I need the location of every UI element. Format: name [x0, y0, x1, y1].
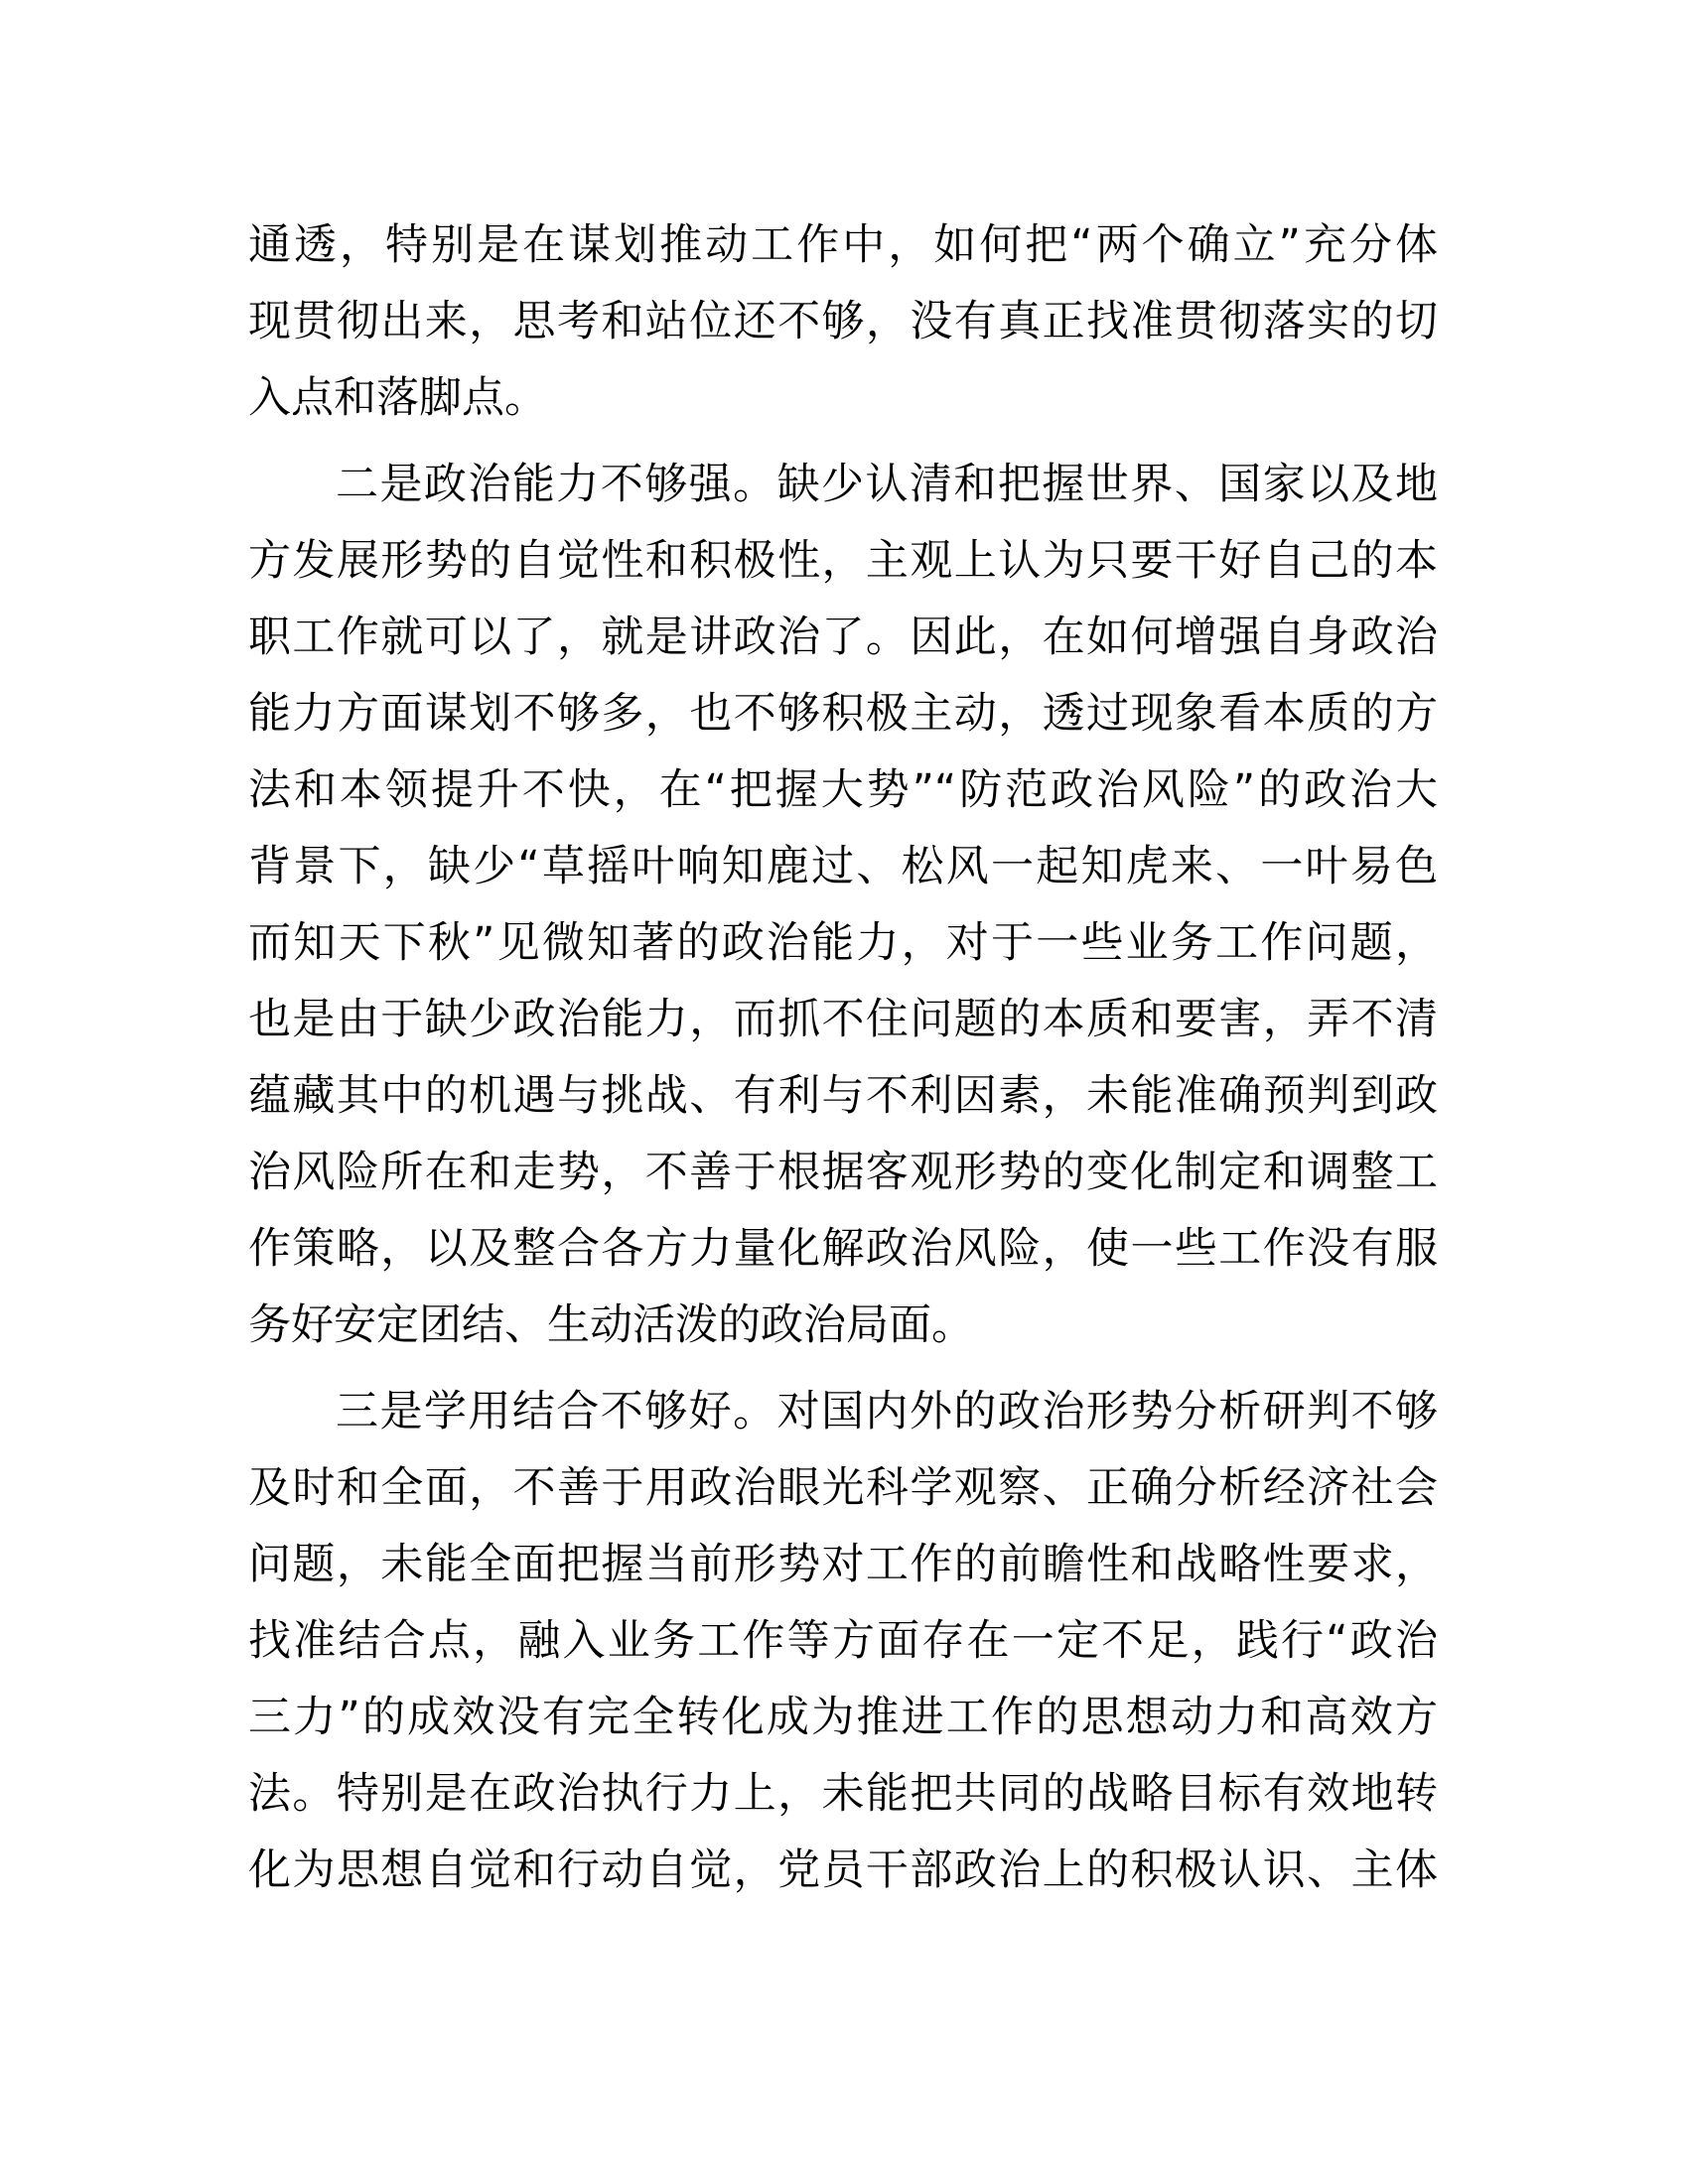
text-line: 蕴藏其中的机遇与挑战、有利与不利因素，未能准确预判到政: [248, 1071, 1438, 1121]
paragraph-2: [248, 447, 1438, 1364]
text-line: 务好安定团结、生动活泼的政治局面。: [248, 1300, 974, 1350]
text-line: 治风险所在和走势，不善于根据客观形势的变化制定和调整工: [248, 1148, 1438, 1197]
text-line: 及时和全面，不善于用政治眼光科学观察、正确分析经济社会: [248, 1463, 1438, 1513]
text-line: 二是政治能力不够强。缺少认清和把握世界、国家以及地: [336, 460, 1438, 509]
paragraph-3: [248, 1374, 1438, 1909]
text-line: 方发展形势的自觉性和积极性，主观上认为只要干好自己的本: [248, 536, 1438, 586]
text-line: 也是由于缺少政治能力，而抓不住问题的本质和要害，弄不清: [248, 995, 1438, 1044]
text-line: 能力方面谋划不够多，也不够积极主动，透过现象看本质的方: [248, 689, 1438, 739]
body-text: [248, 207, 1438, 1909]
text-line: 三力”的成效没有完全转化成为推进工作的思想动力和高效方: [248, 1693, 1438, 1742]
text-line: 通透，特别是在谋划推动工作中，如何把“两个确立”充分体: [248, 220, 1438, 270]
text-line: 问题，未能全面把握当前形势对工作的前瞻性和战略性要求，: [248, 1540, 1438, 1589]
text-line: 现贯彻出来，思考和站位还不够，没有真正找准贯彻落实的切: [248, 297, 1438, 346]
text-line: 职工作就可以了，就是讲政治了。因此，在如何增强自身政治: [248, 613, 1438, 662]
text-line: 法。特别是在政治执行力上，未能把共同的战略目标有效地转: [248, 1769, 1438, 1819]
paragraph-1: [248, 207, 1438, 437]
text-line: 找准结合点，融入业务工作等方面存在一定不足，践行“政治: [248, 1616, 1438, 1666]
text-line: 三是学用结合不够好。对国内外的政治形势分析研判不够: [336, 1387, 1438, 1436]
text-line: 背景下，缺少“草摇叶响知鹿过、松风一起知虎来、一叶易色: [248, 842, 1438, 891]
text-line: 法和本领提升不快，在“把握大势”“防范政治风险”的政治大: [248, 765, 1438, 815]
text-line: 化为思想自觉和行动自觉，党员干部政治上的积极认识、主体: [248, 1845, 1438, 1895]
text-line: 入点和落脚点。: [248, 373, 547, 423]
text-line: 作策略，以及整合各方力量化解政治风险，使一些工作没有服: [248, 1224, 1438, 1274]
text-line: 而知天下秋”见微知著的政治能力，对于一些业务工作问题，: [248, 918, 1438, 968]
